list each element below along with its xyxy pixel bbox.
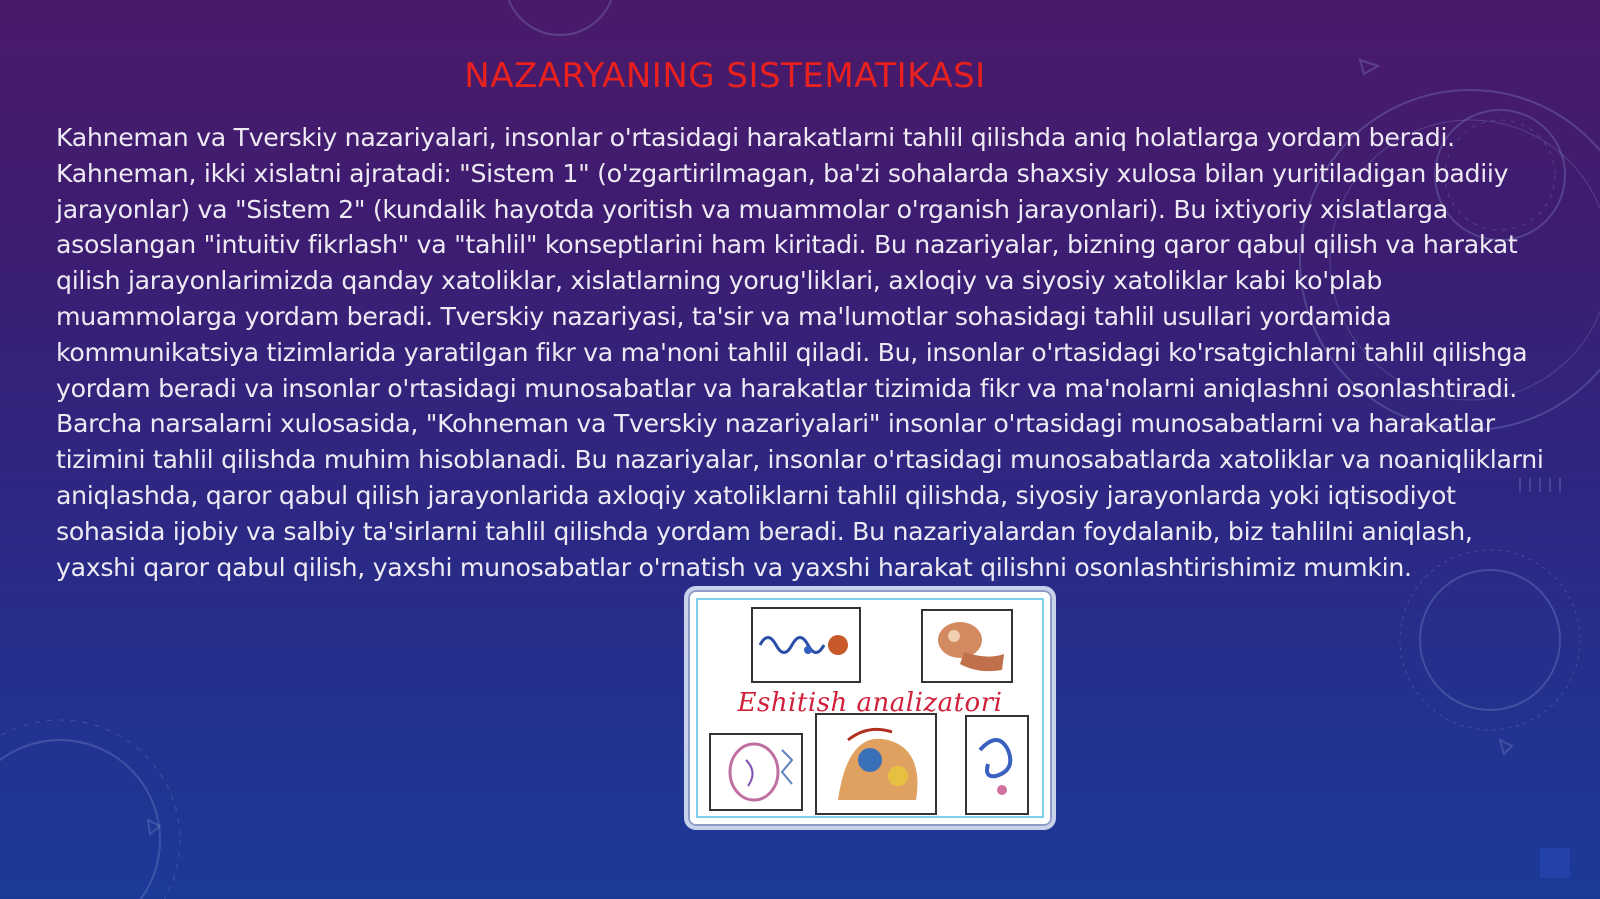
ear-canal-icon: [710, 734, 802, 810]
image-frame: [696, 598, 1044, 818]
cochlea-icon: [966, 716, 1028, 814]
auditory-analyzer-image: [684, 586, 1056, 830]
image-caption: Eshitish analizatori: [737, 688, 1003, 718]
slide-title: NAZARYANING SISTEMATIKASI: [464, 56, 986, 96]
slide-body-text: Kahneman va Tverskiy nazariyalari, insonlar o'rtasidagi harakatlarni tahlil qilishda aniq holatlarga yordam beradi. Kahneman, ikki xislatni ajratadi: "Sistem 1" (o'zgartirilmagan, ba'zi sohalarda shaxsiy xulosa bilan yuritiladigan badiiy jarayonlar) va "Sistem 2" (kundalik hayotda yoritish va muammolar o'rganish jarayonlari). Bu ixtiyoriy xislatlarga asoslangan "intuitiv fikrlash" va "tahlil" konseptlarini ham kiritadi. Bu nazariyalar, bizning qaror qabul qilish va harakat qilish jarayonlarimizda qanday xatoliklar, xislatlarning yorug'liklari, axloqiy va siyosiy xatoliklar kabi ko'plab muammolarga yordam beradi. Tverskiy nazariyasi, ta'sir va ma'lumotlar sohasidagi tahlil usullari yordamida kommunikatsiya tizimlarida yaratilgan fikr va ma'noni tahlil qiladi. Bu, insonlar o'rtasidagi ko'rsatgichlarni tahlil qilishga yordam beradi va insonlar o'rtasidagi munosabatlar va harakatlar tizimida fikr va ma'nolarni aniqlashni osonlashtiradi. Barcha narsalarni xulosasida, "Kohneman va Tverskiy nazariyalari" insonlar o'rtasidagi munosabatlarni va harakatlar tizimini tahlil qilishda muhim hisoblanadi. Bu nazariyalar, insonlar o'rtasidagi munosabatlarda xatoliklar va noaniqliklarni aniqlashda, qaror qabul qilish jarayonlarida axloqiy xatoliklarni tahlil qilishda, siyosiy jarayonlarda yoki iqtisodiyot sohasida ijobiy va salbiy ta'sirlarni tahlil qilishda yordam beradi. Bu nazariyalardan foydalanib, biz tahlilni aniqlash, yaxshi qaror qabul qilish, yaxshi munosabatlar o'rnatish va yaxshi harakat qilishni osonlashtirishimiz mumkin.: [56, 123, 1544, 582]
sound-wave-icon: [752, 608, 860, 682]
ear-anatomy-icon: [922, 610, 1012, 682]
inner-ear-icon: [816, 714, 936, 814]
